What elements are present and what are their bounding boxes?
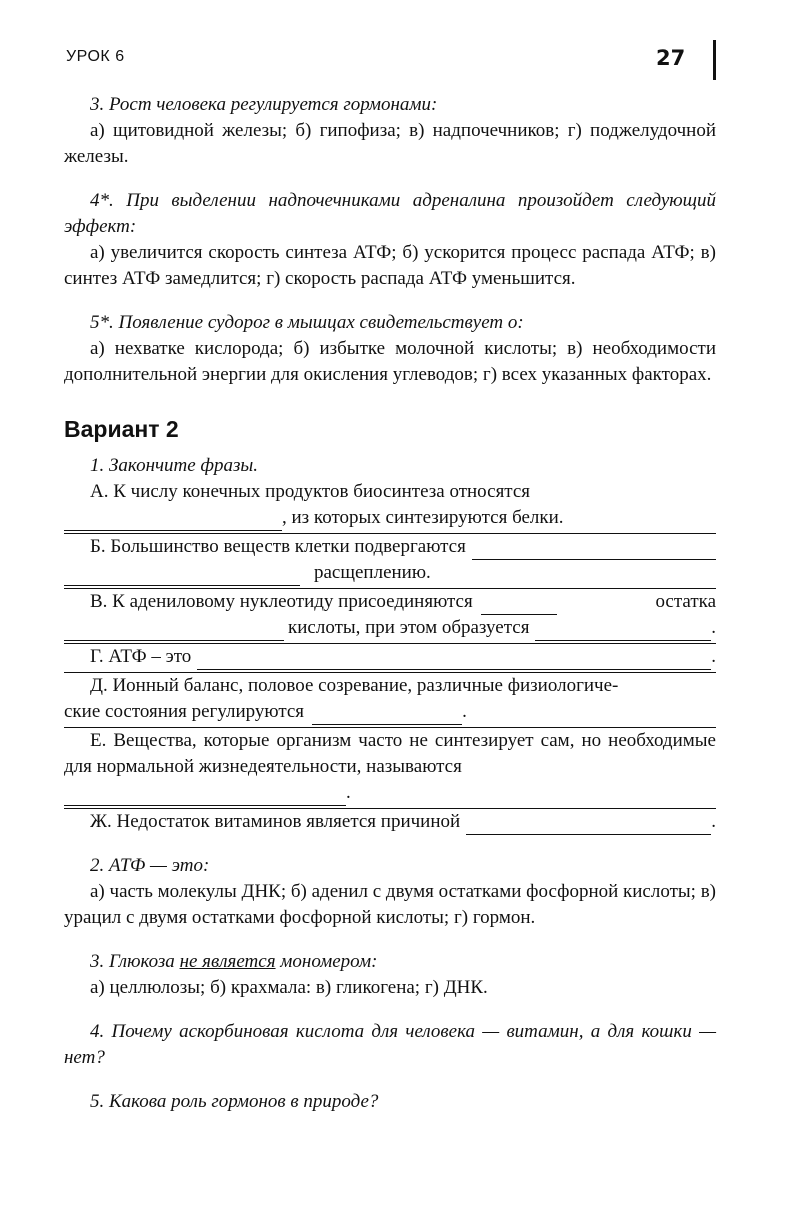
- emphasis-not: не является: [179, 951, 276, 972]
- blank-b2[interactable]: [64, 567, 300, 586]
- page-content: [64, 92, 716, 1115]
- answers-5-v1: а) нехватке кислорода; б) избытке молочной кислоты; в) необходимости дополнительной энергии для окисления углеводов; г) всех указанных факторах.: [64, 338, 716, 385]
- phrase-e: Е. Вещества, которые организм часто не синтезирует сам, но необходимые для нормальной жизнедеятельности, называются: [64, 730, 716, 777]
- question-3-v2: 3. Глюкоза не является мономером:: [90, 951, 378, 972]
- blank-e[interactable]: [64, 787, 346, 806]
- page-number: 27: [656, 46, 686, 70]
- question-3-v1: 3. Рост человека регулируется гормонами:: [90, 94, 438, 115]
- phrase-b-end: расщеплению.: [64, 560, 716, 586]
- blank-v1[interactable]: [481, 596, 557, 615]
- header-rule: [713, 40, 716, 80]
- phrase-d: Д. Ионный баланс, половое созревание, различные физиологиче-: [90, 675, 619, 696]
- answers-3-v2: а) целлюлозы; б) крахмала: в) гликогена; г) ДНК.: [90, 977, 488, 998]
- phrase-g: Г. АТФ – это .: [64, 644, 716, 670]
- blank-a[interactable]: [64, 512, 282, 531]
- blank-v2[interactable]: [64, 622, 284, 641]
- blank-zh[interactable]: [466, 816, 711, 835]
- blank-v3[interactable]: [535, 622, 711, 641]
- lesson-label: УРОК 6: [66, 48, 125, 65]
- question-5-v2: 5. Какова роль гормонов в природе?: [90, 1091, 379, 1112]
- answers-3-v1: а) щитовидной железы; б) гипофиза; в) надпочечников; г) поджелудочной железы.: [64, 120, 716, 167]
- phrase-a: А. К числу конечных продуктов биосинтеза относятся: [90, 481, 531, 502]
- phrase-d-end: ские состояния регулируются .: [64, 699, 716, 725]
- phrase-b: Б. Большинство веществ клетки подвергаются: [64, 534, 716, 560]
- phrase-zh: Ж. Недостаток витаминов является причиной .: [64, 809, 716, 835]
- question-1-v2: 1. Закончите фразы.: [90, 455, 258, 476]
- answers-4-v1: а) увеличится скорость синтеза АТФ; б) ускорится процесс распада АТФ; в) синтез АТФ замедлится; г) скорость распада АТФ уменьшится.: [64, 242, 716, 289]
- variant-2-heading: Вариант 2: [64, 416, 179, 442]
- question-2-v2: 2. АТФ — это:: [90, 855, 210, 876]
- phrase-e-end: .: [64, 780, 716, 806]
- phrase-a-end: , из которых синтезируются белки.: [64, 505, 716, 531]
- question-5-v1: 5*. Появление судорог в мышцах свидетельствует о:: [90, 312, 524, 333]
- phrase-v-end: кислоты, при этом образуется .: [64, 615, 716, 641]
- phrase-v: В. К адениловому нуклеотиду присоединяются остатка: [64, 589, 716, 615]
- blank-g[interactable]: [197, 651, 711, 670]
- blank-b1[interactable]: [472, 541, 716, 560]
- answers-2-v2: а) часть молекулы ДНК; б) аденил с двумя остатками фосфорной кислоты; в) урацил с двумя остатками фосфорной кислоты; г) гормон.: [64, 881, 716, 928]
- question-4-v1: 4*. При выделении надпочечниками адреналина произойдет следующий эффект:: [64, 190, 716, 237]
- blank-d[interactable]: [312, 706, 462, 725]
- page-header: [0, 0, 802, 90]
- question-4-v2: 4. Почему аскорбиновая кислота для человека — витамин, а для кошки — нет?: [64, 1021, 716, 1068]
